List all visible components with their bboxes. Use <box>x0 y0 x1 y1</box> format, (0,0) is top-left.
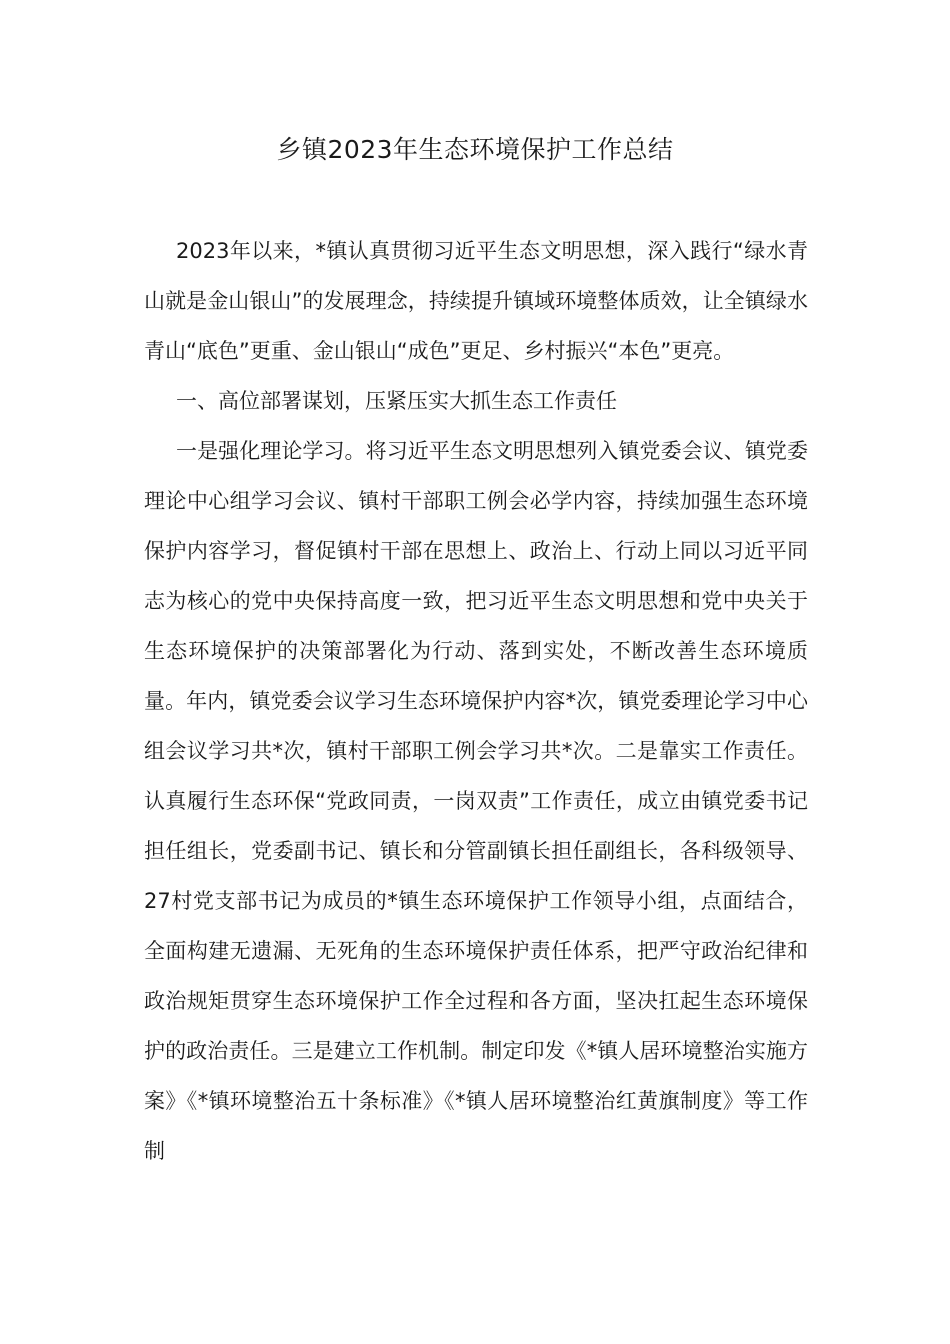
intro-paragraph: 2023年以来，*镇认真贯彻习近平生态文明思想，深入践行“绿水青山就是金山银山”的发展理念，持续提升镇域环境整体质效，让全镇绿水青山“底色”更重、金山银山“成色”更足、乡村振兴“本色”更亮。 <box>144 239 808 363</box>
document-body <box>144 226 808 1176</box>
document-title: 乡镇2023年生态环境保护工作总结 <box>276 135 674 164</box>
body-paragraph: 一是强化理论学习。将习近平生态文明思想列入镇党委会议、镇党委理论中心组学习会议、镇村干部职工例会必学内容，持续加强生态环境保护内容学习，督促镇村干部在思想上、政治上、行动上同以习近平同志为核心的党中央保持高度一致，把习近平生态文明思想和党中央关于生态环境保护的决策部署化为行动、落到实处，不断改善生态环境质量。年内，镇党委会议学习生态环境保护内容*次，镇党委理论学习中心组会议学习共*次，镇村干部职工例会学习共*次。二是靠实工作责任。认真履行生态环保“党政同责，一岗双责”工作责任，成立由镇党委书记担任组长，党委副书记、镇长和分管副镇长担任副组长，各科级领导、27村党支部书记为成员的*镇生态环境保护工作领导小组，点面结合，全面构建无遗漏、无死角的生态环境保护责任体系，把严守政治纪律和政治规矩贯穿生态环境保护工作全过程和各方面，坚决扛起生态环境保护的政治责任。三是建立工作机制。制定印发《*镇人居环境整治实施方案》《*镇环境整治五十条标准》《*镇人居环境整治红黄旗制度》等工作制 <box>144 439 808 1163</box>
section-heading: 一、高位部署谋划，压紧压实大抓生态工作责任 <box>176 389 617 413</box>
